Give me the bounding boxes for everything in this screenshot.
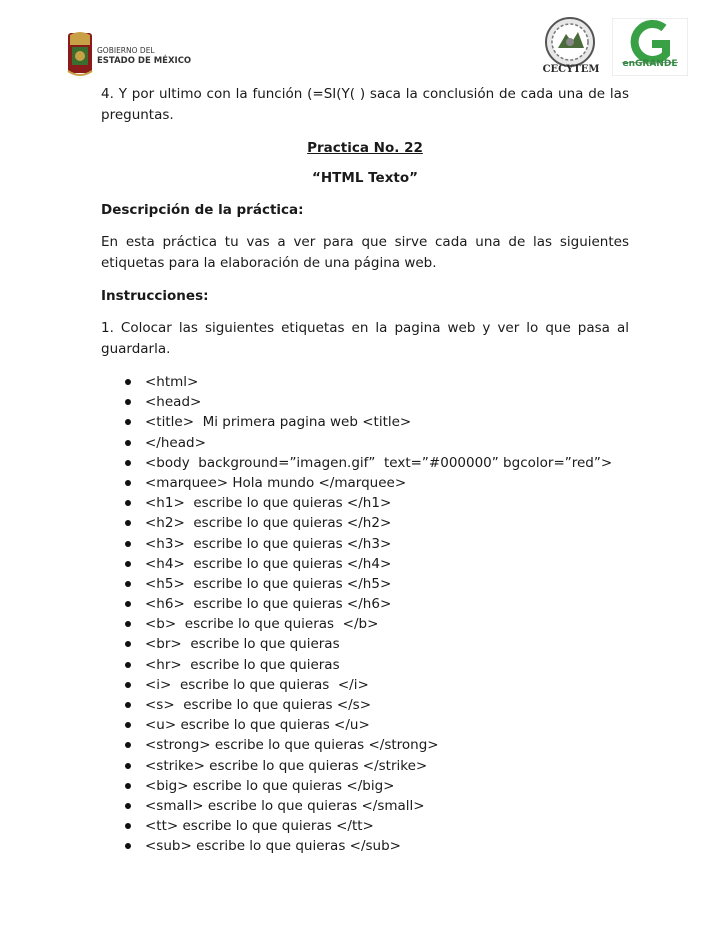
page-header — [0, 0, 728, 82]
practice-title: Practica No. 22 — [307, 140, 423, 156]
bullet-icon — [125, 601, 131, 607]
instructions-heading: Instrucciones: — [101, 288, 209, 304]
list-item: <strike> escribe lo que quieras </strike> — [101, 756, 629, 776]
cecytem-label: CECYTEM — [542, 64, 600, 75]
gobierno-logo-text: GOBIERNO DEL ESTADO DE MÉXICO — [97, 46, 192, 66]
bullet-icon — [125, 500, 131, 506]
intro-paragraph: 4. Y por ultimo con la función (=SI(Y( ) saca la conclusión de cada una de las preguntas. — [101, 86, 629, 123]
document-body — [101, 84, 629, 857]
list-item: <tt> escribe lo que quieras </tt> — [101, 816, 629, 836]
bullet-icon — [125, 763, 131, 769]
list-item: <title> Mi primera pagina web <title> — [101, 412, 629, 432]
list-item: <h4> escribe lo que quieras </h4> — [101, 554, 629, 574]
list-item: <hr> escribe lo que quieras — [101, 655, 629, 675]
list-item: <html> — [101, 372, 629, 392]
list-item: </head> — [101, 433, 629, 453]
list-item: <br> escribe lo que quieras — [101, 634, 629, 654]
list-item: <s> escribe lo que quieras </s> — [101, 695, 629, 715]
bullet-icon — [125, 702, 131, 708]
bullet-icon — [125, 621, 131, 627]
list-item: <small> escribe lo que quieras </small> — [101, 796, 629, 816]
list-item: <h6> escribe lo que quieras </h6> — [101, 594, 629, 614]
bullet-icon — [125, 561, 131, 567]
bullet-icon — [125, 440, 131, 446]
list-item: <i> escribe lo que quieras </i> — [101, 675, 629, 695]
list-item: <head> — [101, 392, 629, 412]
list-item: <body background=”imagen.gif” text=”#000000” bgcolor=”red”> — [101, 453, 629, 473]
list-item: <h5> escribe lo que quieras </h5> — [101, 574, 629, 594]
bullet-icon — [125, 379, 131, 385]
practice-subtitle: “HTML Texto” — [312, 170, 418, 186]
list-item: <strong> escribe lo que quieras </strong> — [101, 735, 629, 755]
bullet-icon — [125, 520, 131, 526]
bullet-icon — [125, 419, 131, 425]
tag-list — [101, 372, 629, 857]
bullet-icon — [125, 399, 131, 405]
list-item: <h1> escribe lo que quieras </h1> — [101, 493, 629, 513]
list-item: <big> escribe lo que quieras </big> — [101, 776, 629, 796]
bullet-icon — [125, 682, 131, 688]
bullet-icon — [125, 662, 131, 668]
list-item: <sub> escribe lo que quieras </sub> — [101, 836, 629, 856]
instruction-step-1: 1. Colocar las siguientes etiquetas en la pagina web y ver lo que pasa al guardarla. — [101, 320, 629, 357]
engrande-label: enGRANDE — [622, 59, 678, 69]
bullet-icon — [125, 843, 131, 849]
bullet-icon — [125, 641, 131, 647]
bullet-icon — [125, 581, 131, 587]
list-item: <u> escribe lo que quieras </u> — [101, 715, 629, 735]
description-paragraph: En esta práctica tu vas a ver para que sirve cada una de las siguientes etiquetas para la elaboración de una página web. — [101, 234, 629, 271]
list-item: <h2> escribe lo que quieras </h2> — [101, 513, 629, 533]
bullet-icon — [125, 480, 131, 486]
list-item: <marquee> Hola mundo </marquee> — [101, 473, 629, 493]
bullet-icon — [125, 460, 131, 466]
bullet-icon — [125, 541, 131, 547]
bullet-icon — [125, 742, 131, 748]
bullet-icon — [125, 823, 131, 829]
bullet-icon — [125, 783, 131, 789]
bullet-icon — [125, 722, 131, 728]
bullet-icon — [125, 803, 131, 809]
list-item: <h3> escribe lo que quieras </h3> — [101, 534, 629, 554]
list-item: <b> escribe lo que quieras </b> — [101, 614, 629, 634]
description-heading: Descripción de la práctica: — [101, 202, 304, 218]
